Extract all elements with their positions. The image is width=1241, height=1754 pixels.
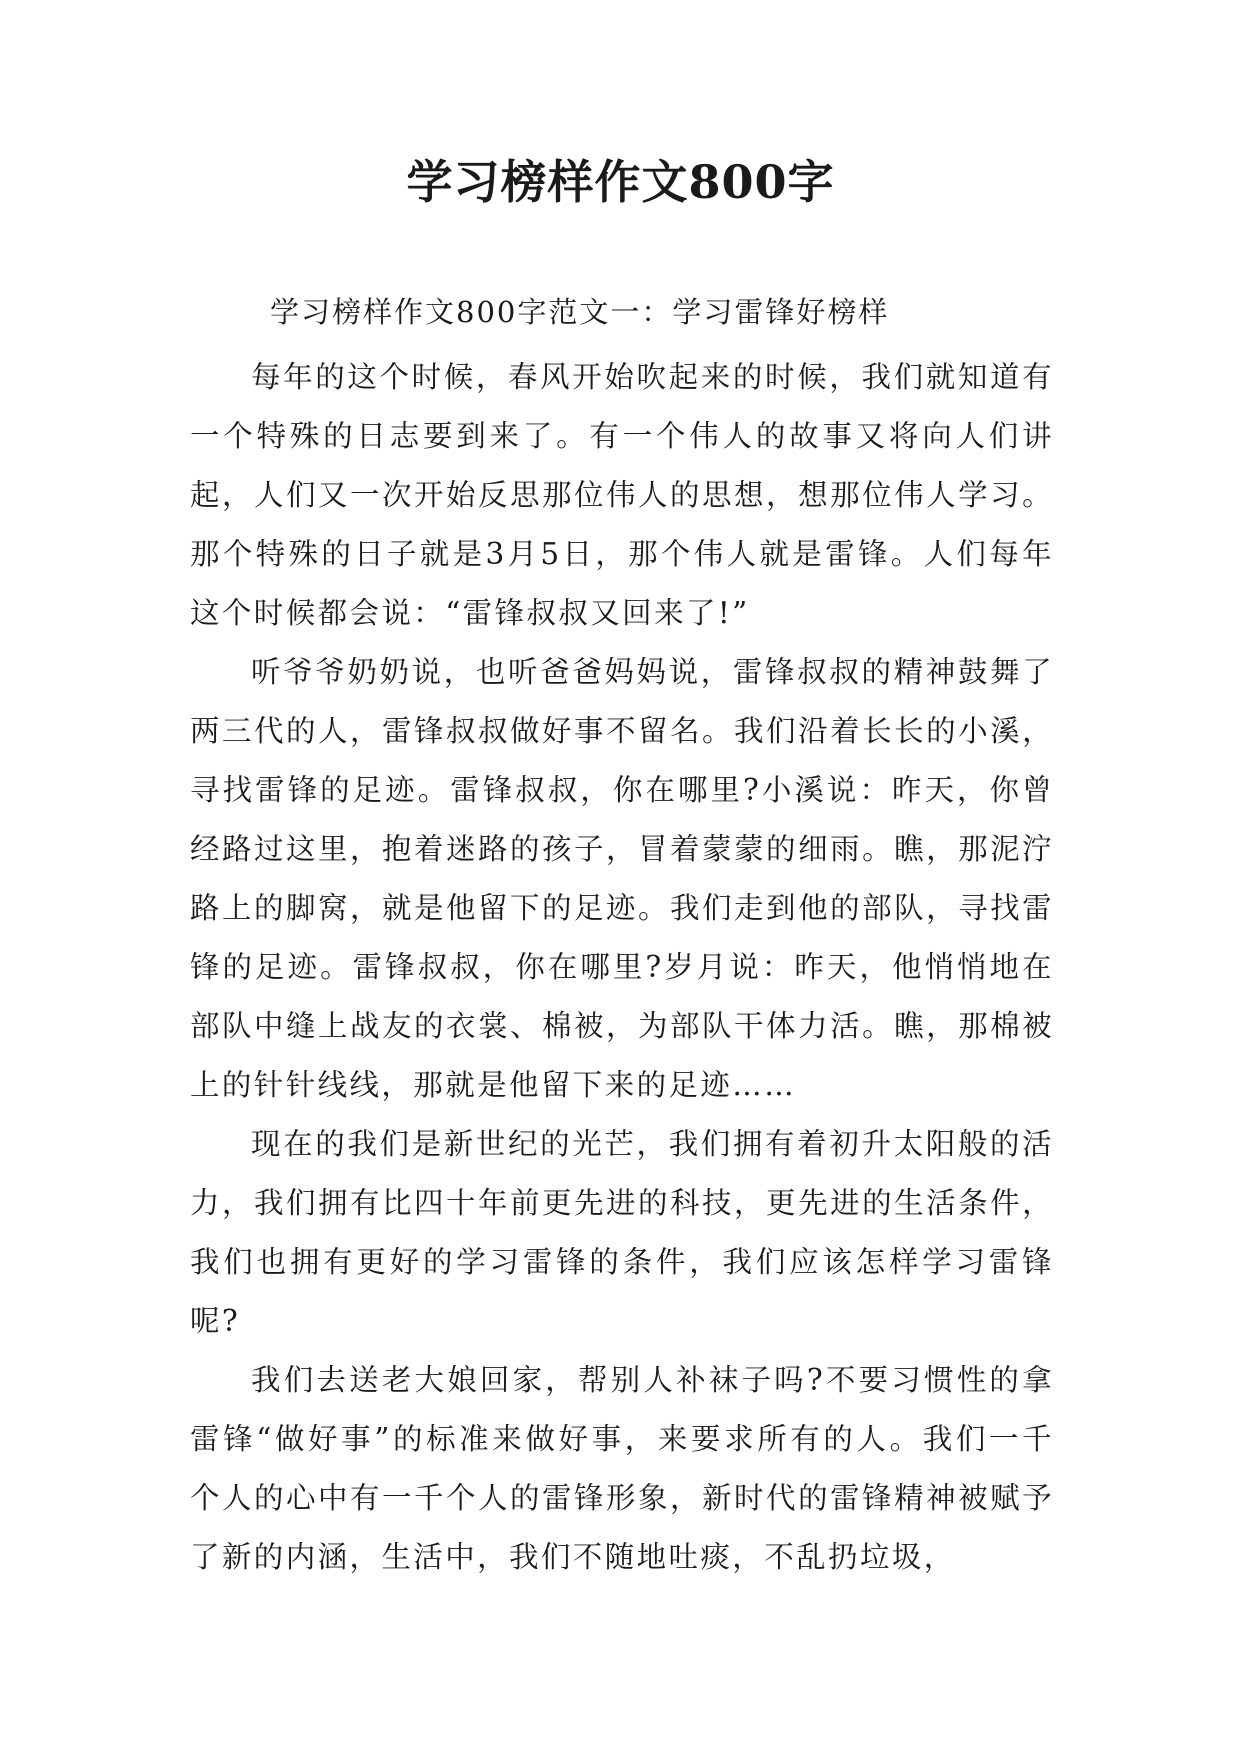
paragraph-4: 我们去送老大娘回家，帮别人补袜子吗?不要习惯性的拿雷锋“做好事”的标准来做好事，来要求所有的人。我们一千个人的心中有一千个人的雷锋形象，新时代的雷锋精神被赋予了新的内涵，生活中，我们不随地吐痰，不乱扔垃圾，: [190, 1363, 1054, 1574]
paragraph-1: 每年的这个时候，春风开始吹起来的时候，我们就知道有一个特殊的日志要到来了。有一个伟人的故事又将向人们讲起，人们又一次开始反思那位伟人的思想，想那位伟人学习。那个特殊的日子就是3月5日，那个伟人就是雷锋。人们每年这个时候都会说：“雷锋叔叔又回来了!”: [190, 360, 1054, 630]
document-title: 学习榜样作文800字: [406, 155, 835, 209]
paragraph-2: 听爷爷奶奶说，也听爸爸妈妈说，雷锋叔叔的精神鼓舞了两三代的人，雷锋叔叔做好事不留名。我们沿着长长的小溪，寻找雷锋的足迹。雷锋叔叔，你在哪里?小溪说：昨天，你曾经路过这里，抱着迷路的孩子，冒着蒙蒙的细雨。瞧，那泥泞路上的脚窝，就是他留下的足迹。我们走到他的部队，寻找雷锋的足迹。雷锋叔叔，你在哪里?岁月说：昨天，他悄悄地在部队中缝上战友的衣裳、棉被，为部队干体力活。瞧，那棉被上的针针线线，那就是他留下来的足迹……: [190, 655, 1054, 1102]
paragraph-3: 现在的我们是新世纪的光芒，我们拥有着初升太阳般的活力，我们拥有比四十年前更先进的科技，更先进的生活条件，我们也拥有更好的学习雷锋的条件，我们应该怎样学习雷锋呢?: [190, 1127, 1054, 1338]
essay-body: [190, 348, 1054, 1587]
essay-subtitle: 学习榜样作文800字范文一：学习雷锋好榜样: [270, 295, 890, 329]
